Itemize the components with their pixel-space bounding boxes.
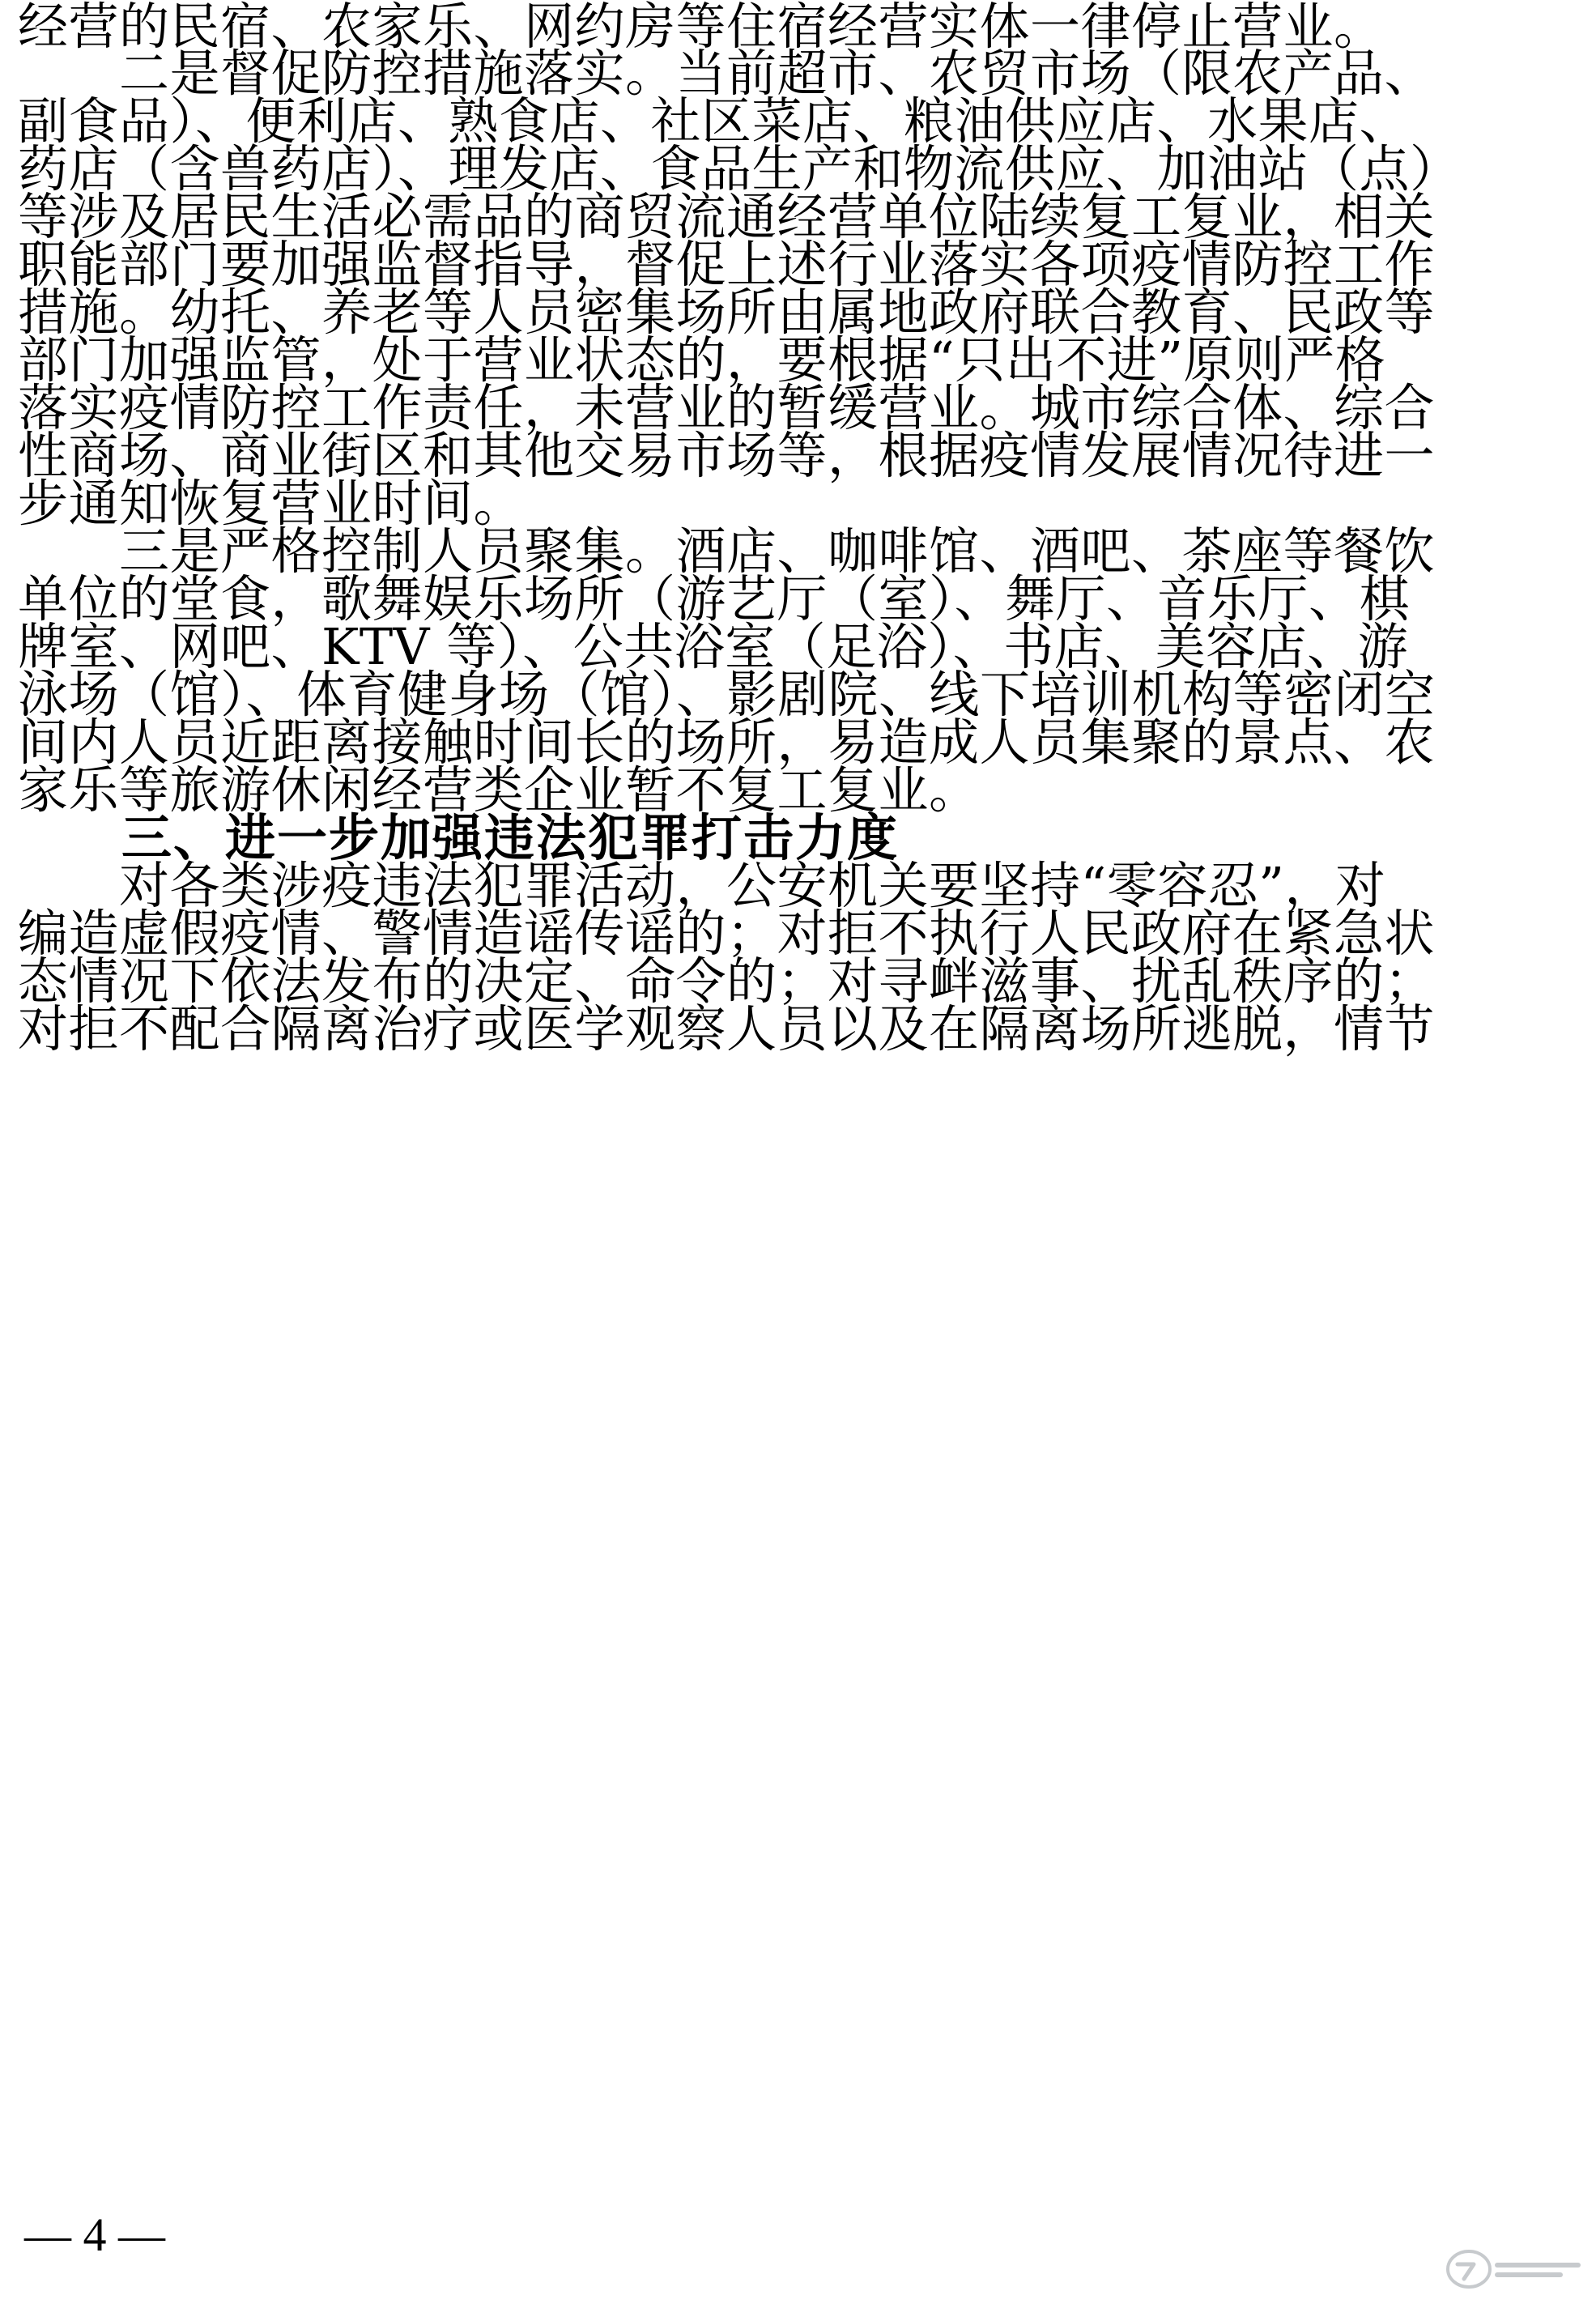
body-line: 间内人员近距离接触时间长的场所，易造成人员集聚的景点、农 bbox=[18, 713, 1436, 772]
body-line: 单位的堂食，歌舞娱乐场所（游艺厅（室）、舞厅、音乐厅、棋 bbox=[18, 569, 1411, 628]
body-line: 性商场、商业街区和其他交易市场等，根据疫情发展情况待进一 bbox=[18, 426, 1436, 485]
paragraph-first-line: 三是严格控制人员聚集。酒店、咖啡馆、酒吧、茶座等餐饮 bbox=[18, 522, 1436, 581]
body-line: 态情况下依法发布的决定、命令的；对寻衅滋事、扰乱秩序的； bbox=[18, 952, 1436, 1011]
body-line: 落实疫情防控工作责任，未营业的暂缓营业。城市综合体、综合 bbox=[18, 378, 1436, 437]
body-line: 措施。幼托、养老等人员密集场所由属地政府联合教育、民政等 bbox=[18, 283, 1436, 342]
body-line: 编造虚假疫情、警情造谣传谣的；对拒不执行人民政府在紧急状 bbox=[18, 904, 1436, 963]
body-line: 职能部门要加强监督指导，督促上述行业落实各项疫情防控工作 bbox=[18, 235, 1436, 294]
body-line: 泳场（馆）、体育健身场（馆）、影剧院、线下培训机构等密闭空 bbox=[18, 665, 1436, 724]
page-number: — 4 — bbox=[24, 2208, 165, 2261]
body-line: 牌室、网吧、KTV 等）、公共浴室（足浴）、书店、美容店、游 bbox=[18, 617, 1409, 676]
section-heading: 三、进一步加强违法犯罪打击力度 bbox=[18, 808, 900, 867]
body-line: 对拒不配合隔离治疗或医学观察人员以及在隔离场所逃脱，情节 bbox=[18, 999, 1436, 1058]
body-line: 等涉及居民生活必需品的商贸流通经营单位陆续复工复业，相关 bbox=[18, 187, 1436, 246]
body-line: 经营的民宿、农家乐、网约房等住宿经营实体一律停止营业。 bbox=[18, 0, 1385, 56]
paragraph-first-line: 二是督促防控措施落实。当前超市、农贸市场（限农产品、 bbox=[18, 44, 1436, 103]
site-logo-watermark-icon bbox=[1441, 2243, 1587, 2295]
body-line: 副食品）、便利店、熟食店、社区菜店、粮油供应店、水果店、 bbox=[18, 92, 1411, 151]
body-line: 步通知恢复营业时间。 bbox=[18, 474, 525, 533]
body-line: 药店（含兽药店）、理发店、食品生产和物流供应、加油站（点） bbox=[18, 139, 1461, 198]
body-line: 家乐等旅游休闲经营类企业暂不复工复业。 bbox=[18, 760, 980, 820]
body-line: 部门加强监管，处于营业状态的，要根据“只出不进”原则严格 bbox=[18, 330, 1386, 390]
paragraph-first-line: 对各类涉疫违法犯罪活动，公安机关要坚持“零容忍”，对 bbox=[18, 856, 1386, 915]
